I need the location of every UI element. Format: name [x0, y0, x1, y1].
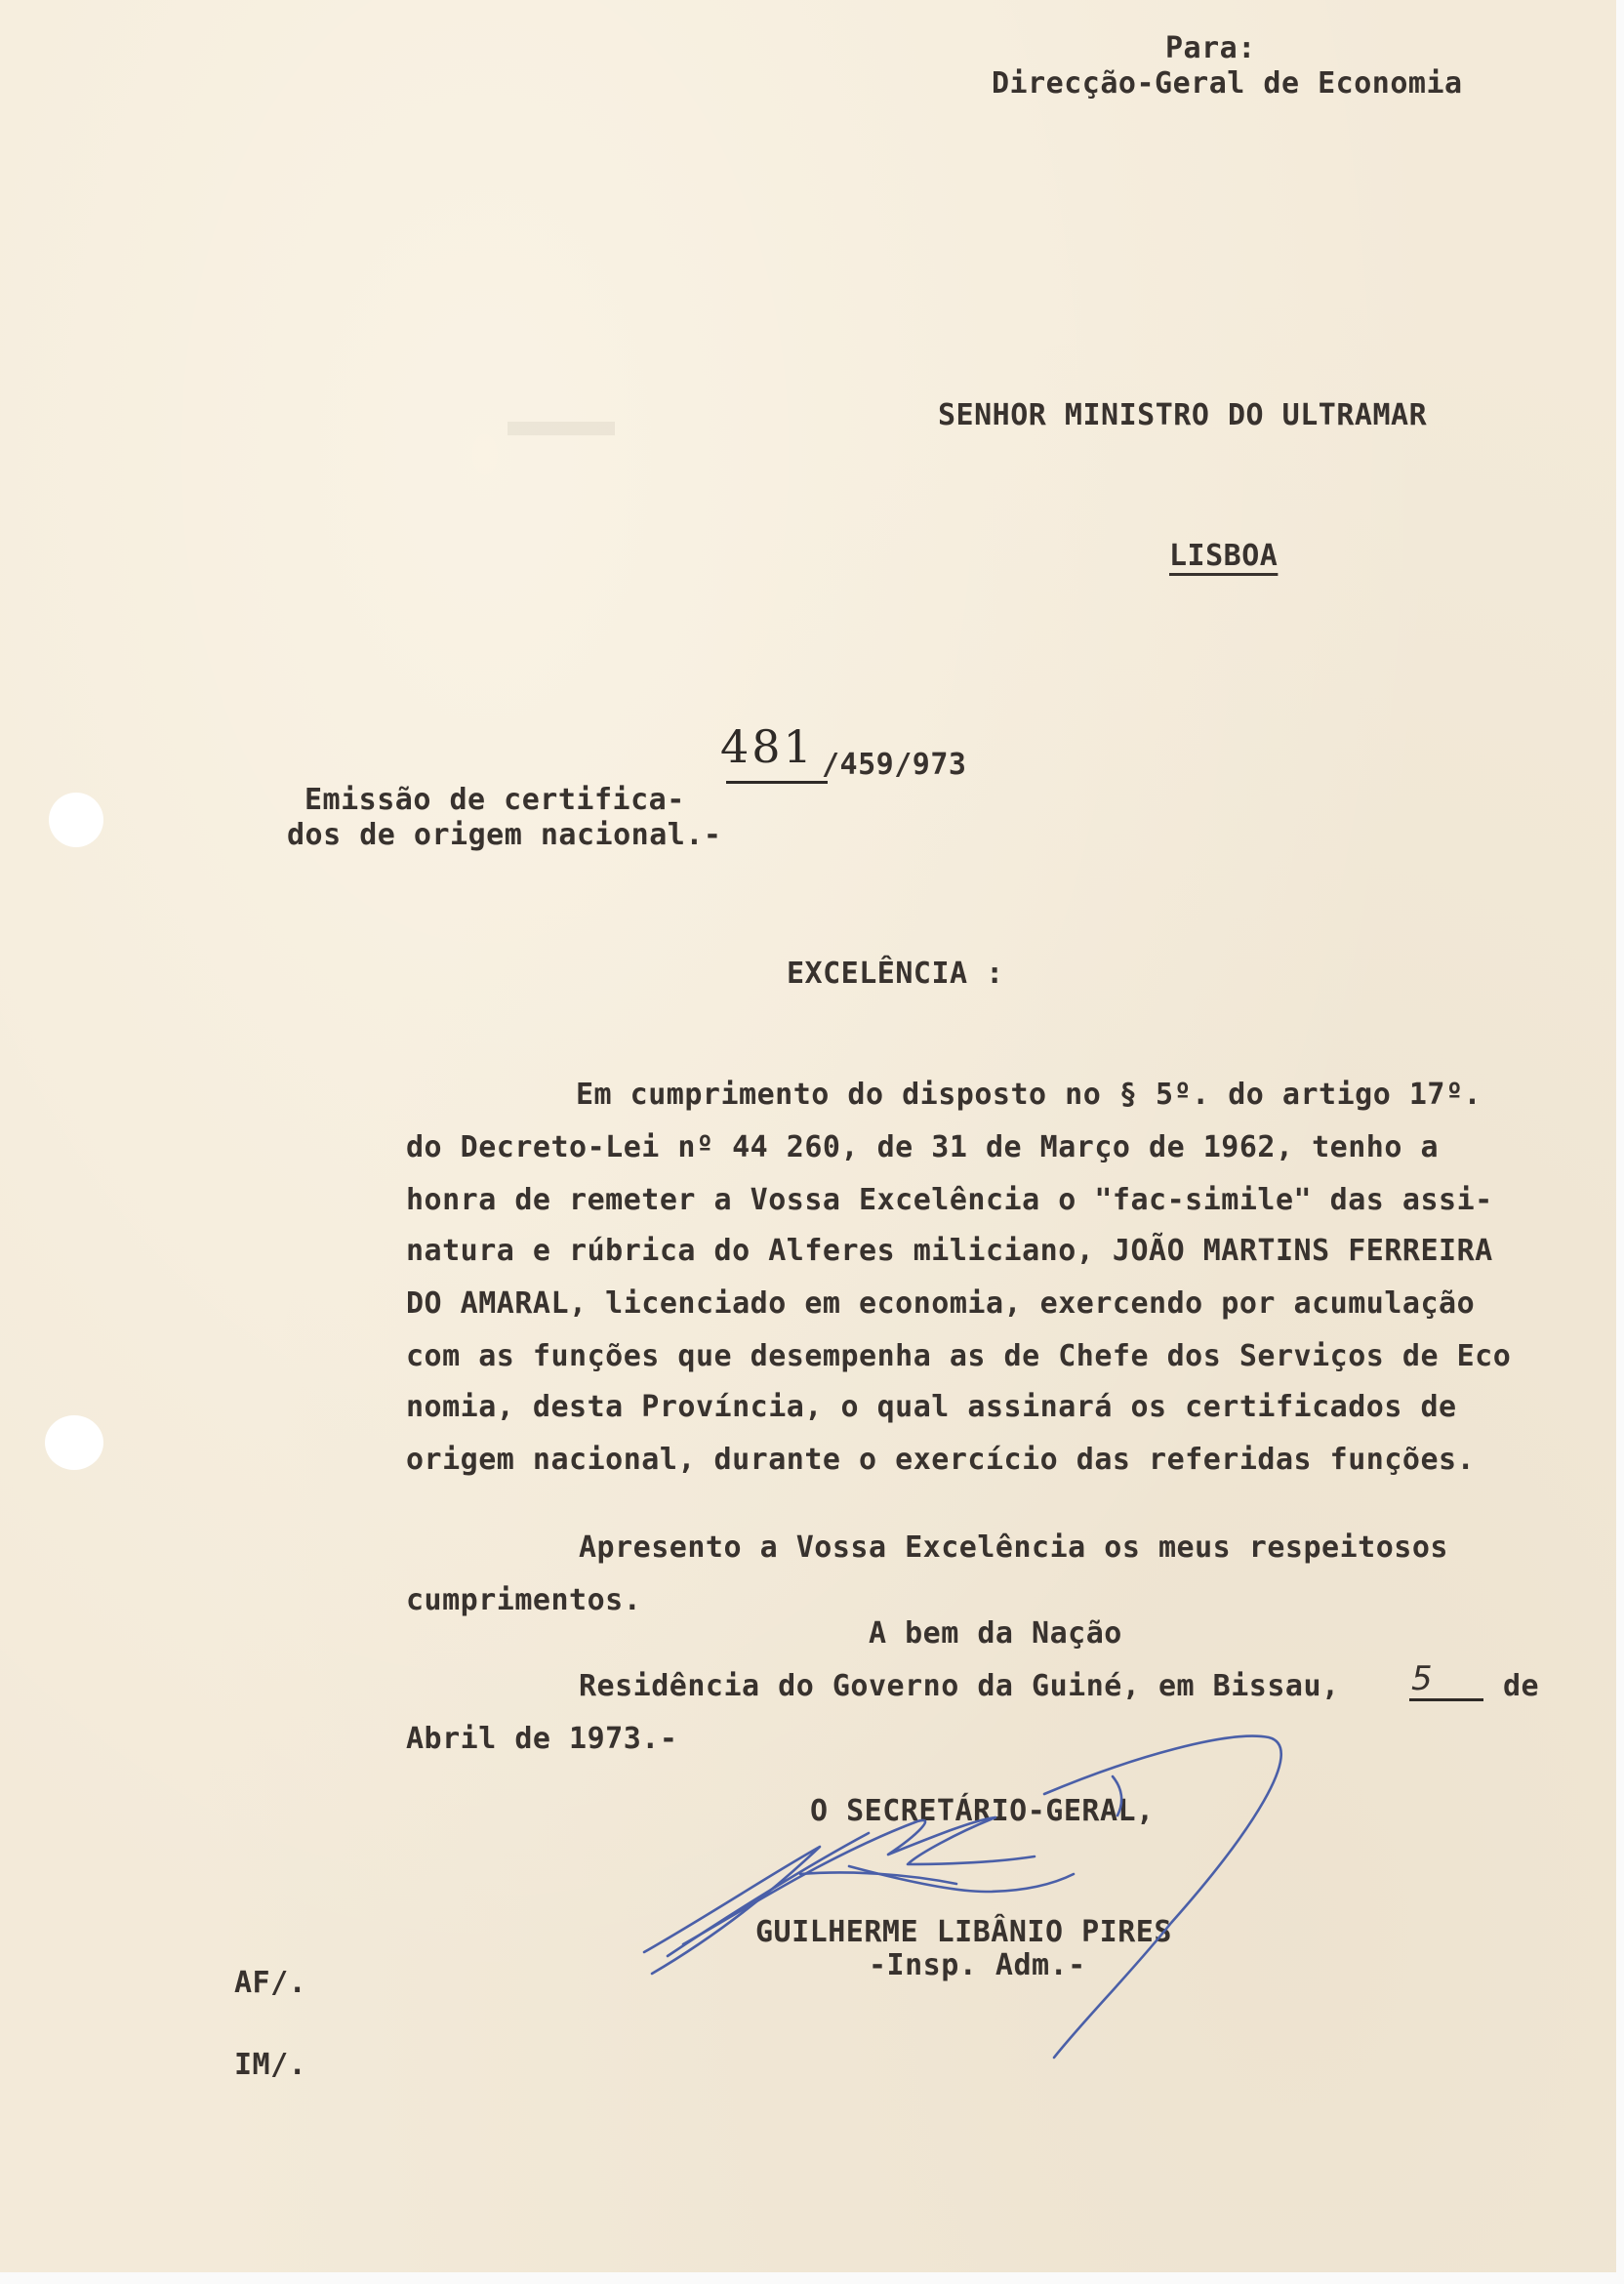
punch-hole-top: [49, 793, 103, 847]
body-line-6: com as funções que desempenha as de Chefe dos Serviços de Eco: [406, 1339, 1512, 1373]
body-line-5: DO AMARAL, licenciado em economia, exercendo por acumulação: [406, 1286, 1476, 1321]
para-label: Para:: [1165, 31, 1256, 65]
signatory-title: O SECRETÁRIO-GERAL,: [810, 1794, 1155, 1828]
body-line-7: nomia, desta Província, o qual assinará os certificados de: [406, 1390, 1457, 1424]
subject-line-2: dos de origem nacional.-: [287, 818, 722, 852]
signatory-role: -Insp. Adm.-: [869, 1948, 1086, 1982]
para-destination: Direcção-Geral de Economia: [992, 66, 1463, 101]
place-line: Residência do Governo da Guiné, em Bissau,: [579, 1669, 1340, 1703]
faint-bleed-through: [508, 422, 615, 435]
date-day-underline: [1409, 1698, 1483, 1701]
scan-edge-right: [1616, 0, 1624, 2284]
scan-edge-bottom: [0, 2272, 1624, 2284]
body-line-3: honra de remeter a Vossa Excelência o "fac-simile" das assi-: [406, 1183, 1493, 1217]
addressee-city: LISBOA: [1169, 539, 1279, 573]
date-month-year: Abril de 1973.-: [406, 1722, 678, 1756]
signatory-name: GUILHERME LIBÂNIO PIRES: [755, 1915, 1172, 1949]
body-line-2: do Decreto-Lei nº 44 260, de 31 de Março de 1962, tenho a: [406, 1130, 1440, 1164]
date-day: 5: [1411, 1659, 1434, 1698]
body-line-1: Em cumprimento do disposto no § 5º. do artigo 17º.: [576, 1078, 1482, 1112]
initials-im: IM/.: [234, 2048, 307, 2082]
subject-line-1: Emissão de certifica-: [304, 783, 685, 817]
body-line-8: origem nacional, durante o exercício das referidas funções.: [406, 1443, 1476, 1477]
addressee-title: SENHOR MINISTRO DO ULTRAMAR: [938, 398, 1428, 432]
reference-suffix: /459/973: [822, 748, 967, 782]
place-line-end: de: [1503, 1669, 1540, 1703]
initials-af: AF/.: [234, 1966, 307, 2000]
handwritten-signature: [625, 1718, 1327, 2069]
closing-formula: A bem da Nação: [869, 1616, 1122, 1651]
reference-number: 481: [720, 720, 815, 773]
reference-number-underline: [726, 781, 828, 784]
body-p2-line-2: cumprimentos.: [406, 1583, 642, 1617]
body-line-4: natura e rúbrica do Alferes miliciano, JOÃO MARTINS FERREIRA: [406, 1234, 1493, 1268]
salutation: EXCELÊNCIA :: [787, 957, 1004, 991]
punch-hole-bottom: [45, 1415, 103, 1470]
body-p2-line-1: Apresento a Vossa Excelência os meus respeitosos: [579, 1530, 1448, 1565]
